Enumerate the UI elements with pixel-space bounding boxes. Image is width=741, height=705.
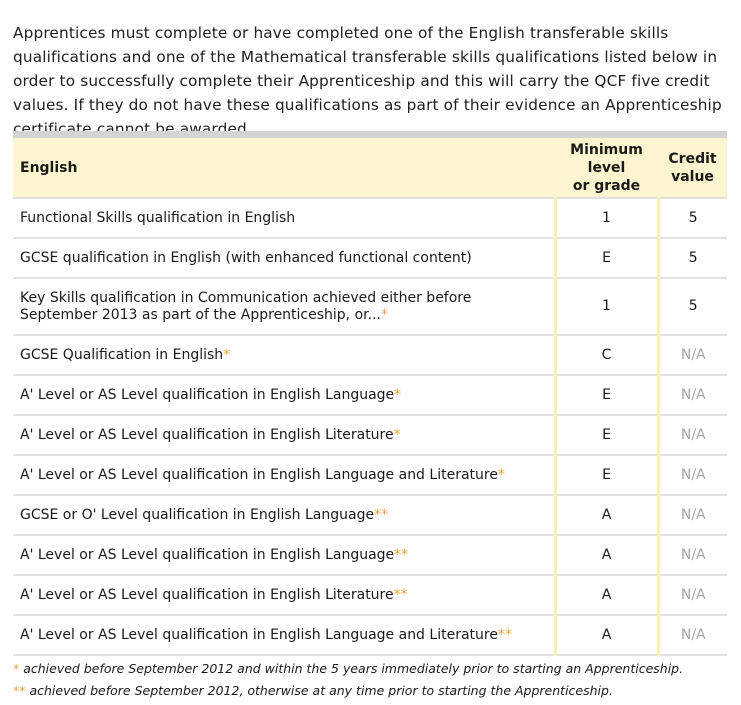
qualification-name: A' Level or AS Level qualification in English Literature**: [13, 575, 555, 615]
credit-value: N/A: [658, 455, 727, 495]
english-qualifications-table: [13, 131, 727, 656]
minimum-grade: 1: [555, 278, 658, 335]
table-row: [13, 415, 727, 455]
qualification-name: A' Level or AS Level qualification in English Language and Literature*: [13, 455, 555, 495]
table-row: [13, 615, 727, 655]
minimum-grade: C: [555, 335, 658, 375]
intro-paragraph: Apprentices must complete or have completed one of the English transferable skills qualifications and one of the Mathematical transferable skills qualifications listed below in order to successfully complete their Apprenticeship and this will carry the QCF five credit values. If they do not have these qualifications as part of their evidence an Apprenticeship certificate cannot be awarded.: [13, 24, 722, 139]
header-credit-line-1: Credit: [668, 150, 717, 167]
credit-value: N/A: [658, 575, 727, 615]
minimum-grade: A: [555, 575, 658, 615]
table-row: [13, 278, 727, 335]
qualification-name: GCSE Qualification in English*: [13, 335, 555, 375]
qualification-name: A' Level or AS Level qualification in English Literature*: [13, 415, 555, 455]
footnote-single-asterisk: * achieved before September 2012 and within the 5 years immediately prior to starting an Apprenticeship.: [13, 661, 684, 676]
minimum-grade: 1: [555, 198, 658, 238]
header-minimum-grade: [555, 135, 658, 199]
qualification-name: A' Level or AS Level qualification in English Language and Literature**: [13, 615, 555, 655]
minimum-grade: A: [555, 535, 658, 575]
table-row: [13, 375, 727, 415]
qualification-name: Functional Skills qualification in English: [13, 198, 555, 238]
credit-value: N/A: [658, 495, 727, 535]
credit-value: 5: [658, 238, 727, 278]
header-credit-value: [658, 135, 727, 199]
credit-value: N/A: [658, 415, 727, 455]
header-english: English: [13, 135, 555, 199]
credit-value: N/A: [658, 335, 727, 375]
header-grade-line-3: or grade: [572, 177, 641, 194]
credit-value: N/A: [658, 535, 727, 575]
minimum-grade: E: [555, 415, 658, 455]
qualification-name: GCSE qualification in English (with enhanced functional content): [13, 238, 555, 278]
qualification-name: A' Level or AS Level qualification in English Language*: [13, 375, 555, 415]
qualification-name: A' Level or AS Level qualification in English Language**: [13, 535, 555, 575]
header-credit-line-2: value: [671, 168, 714, 185]
minimum-grade: E: [555, 238, 658, 278]
table-row: [13, 575, 727, 615]
minimum-grade: E: [555, 375, 658, 415]
minimum-grade: A: [555, 615, 658, 655]
minimum-grade: A: [555, 495, 658, 535]
table-row: [13, 455, 727, 495]
minimum-grade: E: [555, 455, 658, 495]
table-row: [13, 535, 727, 575]
qualification-name: GCSE or O' Level qualification in English Language**: [13, 495, 555, 535]
footnotes: [13, 658, 683, 702]
table-row: [13, 495, 727, 535]
table-row: [13, 238, 727, 278]
credit-value: 5: [658, 278, 727, 335]
header-grade-line-1: Minimum: [570, 141, 643, 158]
table-row: [13, 198, 727, 238]
credit-value: N/A: [658, 615, 727, 655]
footnote-double-asterisk: ** achieved before September 2012, otherwise at any time prior to starting the Apprenticeship.: [13, 683, 613, 698]
table-header-row: [13, 135, 727, 199]
header-grade-line-2: level: [587, 159, 626, 176]
qualification-name: Key Skills qualification in Communication achieved either before September 2013 as part of the Apprenticeship, or...*: [13, 278, 555, 335]
credit-value: N/A: [658, 375, 727, 415]
credit-value: 5: [658, 198, 727, 238]
table-row: [13, 335, 727, 375]
